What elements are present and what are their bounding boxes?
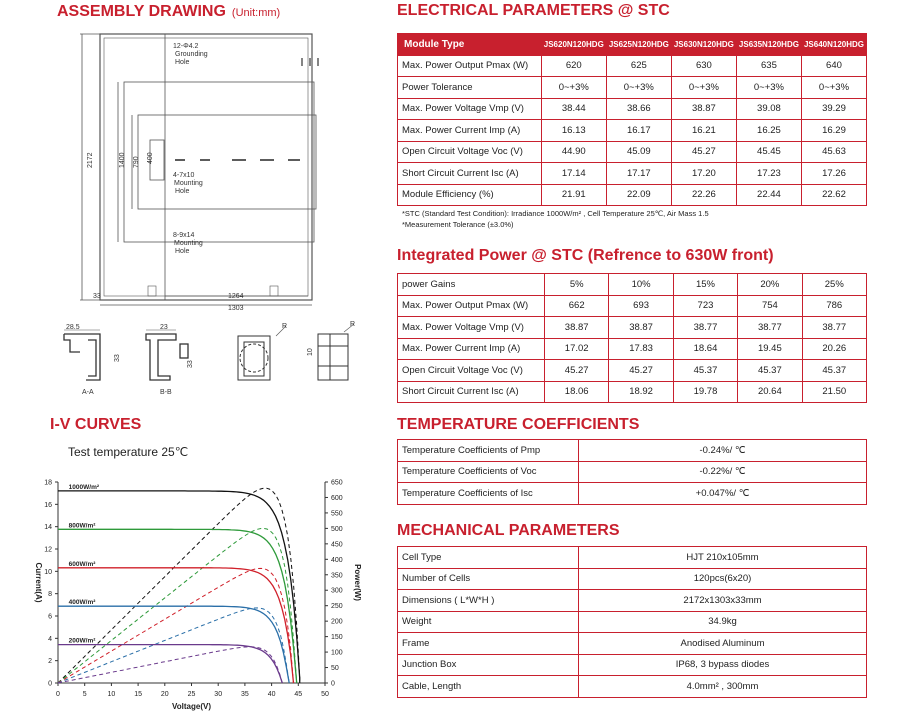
section-height-10: 10 [307,348,314,356]
row-value: 17.02 [545,338,609,360]
row-value: 45.37 [802,360,866,382]
row-value: 17.26 [801,163,866,185]
radius-label-2: R [350,321,356,328]
row-value: -0.24%/ ℃ [579,440,867,462]
row-value: 0~+3% [541,77,606,99]
integrated-row [398,317,867,339]
mechanical-row [398,547,867,569]
x-tick-label: 0 [56,691,60,698]
row-label: Frame [398,633,579,655]
assembly-drawing [0,0,380,395]
mounting-hole-word-2: Hole [175,248,190,255]
electrical-row [398,141,867,163]
y2-tick-label: 300 [331,587,343,595]
electrical-row [398,163,867,185]
iv-title: I-V CURVES [50,416,142,433]
irradiance-label-3: 400W/m² [68,599,96,607]
row-value: 640 [801,55,866,77]
mounting-hole-label-2: Mounting [174,240,203,247]
grounding-hole-word: Hole [175,59,190,66]
row-label: Temperature Coefficients of Pmp [398,440,579,462]
model-header: JS625N120HDG [606,34,671,56]
y2-tick-label: 200 [331,618,343,626]
mechanical-row [398,568,867,590]
row-value: 21.91 [541,184,606,206]
tolerance-note: *Measurement Tolerance (±3.0%) [402,220,514,229]
model-header: JS635N120HDG [736,34,801,56]
row-value: HJT 210x105mm [579,547,867,569]
row-label: Max. Power Current Imp (A) [398,338,545,360]
row-label: Short Circuit Current Isc (A) [398,163,542,185]
row-value: 45.37 [738,360,802,382]
row-value: 17.17 [606,163,671,185]
row-label: Open Circuit Voltage Voc (V) [398,141,542,163]
row-value: 16.29 [801,120,866,142]
dim-790: 790 [133,156,140,168]
power-gains-header: power Gains [398,274,545,296]
row-value: Anodised Aluminum [579,633,867,655]
y-tick-label: 10 [44,568,52,576]
row-value: 120pcs(6x20) [579,568,867,590]
row-value: 45.37 [673,360,737,382]
power-curve-3 [58,608,289,683]
x-tick-label: 15 [134,691,142,698]
row-value: -0.22%/ ℃ [579,461,867,483]
row-value: 693 [609,295,673,317]
row-value: 19.78 [673,381,737,403]
section-width-285: 28.5 [66,324,80,331]
section-width-23: 23 [160,324,168,331]
row-label: Power Tolerance [398,77,542,99]
row-value: 0~+3% [736,77,801,99]
y2-tick-label: 550 [331,510,343,518]
module-type-header: Module Type [398,34,542,56]
temperature-row [398,483,867,505]
mechanical-row [398,590,867,612]
row-label: Cable, Length [398,676,579,698]
row-label: Short Circuit Current Isc (A) [398,381,545,403]
y2-tick-label: 450 [331,541,343,549]
row-value: 18.64 [673,338,737,360]
row-value: 662 [545,295,609,317]
mounting-hole-spec-1: 4-7x10 [173,172,195,179]
electrical-header-row [398,34,867,56]
row-value: 786 [802,295,866,317]
iv-subtitle: Test temperature 25℃ [68,445,189,459]
row-value: 38.66 [606,98,671,120]
row-value: 16.13 [541,120,606,142]
mechanical-title: MECHANICAL PARAMETERS [397,522,620,539]
row-value: +0.047%/ ℃ [579,483,867,505]
gain-header: 5% [545,274,609,296]
grounding-hole-spec: 12-Φ4.2 [173,43,199,50]
row-label: Temperature Coefficients of Isc [398,483,579,505]
temperature-row [398,440,867,462]
x-tick-label: 10 [107,691,116,698]
row-label: Max. Power Voltage Vmp (V) [398,317,545,339]
model-header: JS640N120HDG [801,34,866,56]
row-value: 34.9kg [579,611,867,633]
section-height-33b: 33 [187,360,194,368]
x-tick-label: 40 [267,691,276,698]
row-value: 17.14 [541,163,606,185]
row-value: 22.26 [671,184,736,206]
row-value: 44.90 [541,141,606,163]
y-tick-label: 16 [44,501,52,509]
row-value: 4.0mm² , 300mm [579,676,867,698]
x-tick-label: 35 [241,691,249,698]
x-tick-label: 45 [294,691,303,698]
stc-note: *STC (Standard Test Condition): Irradiance 1000W/m² , Cell Temperature 25℃, Air Mass 1.5 [402,209,709,218]
row-label: Max. Power Output Pmax (W) [398,295,545,317]
integrated-row [398,295,867,317]
row-label: Max. Power Voltage Vmp (V) [398,98,542,120]
integrated-row [398,360,867,382]
irradiance-label-4: 200W/m² [68,637,96,645]
row-label: Max. Power Output Pmax (W) [398,55,542,77]
row-value: 0~+3% [606,77,671,99]
y2-tick-label: 150 [331,634,343,642]
y-tick-label: 6 [48,613,52,621]
power-curve-4 [58,647,282,683]
y2-tick-label: 650 [331,479,343,487]
row-value: 22.09 [606,184,671,206]
row-label: Max. Power Current Imp (A) [398,120,542,142]
row-value: 39.08 [736,98,801,120]
gain-header: 15% [673,274,737,296]
row-value: 630 [671,55,736,77]
section-height-33a: 33 [114,354,121,362]
row-label: Open Circuit Voltage Voc (V) [398,360,545,382]
row-value: 620 [541,55,606,77]
row-value: 16.25 [736,120,801,142]
row-value: 22.44 [736,184,801,206]
y-tick-label: 2 [48,658,52,666]
y2-tick-label: 100 [331,649,343,657]
model-header: JS620N120HDG [541,34,606,56]
mechanical-row [398,654,867,676]
row-label: Junction Box [398,654,579,676]
radius-label-1: R [282,323,288,330]
electrical-row [398,184,867,206]
row-value: 17.83 [609,338,673,360]
row-value: 635 [736,55,801,77]
row-value: 45.09 [606,141,671,163]
y2-tick-label: 400 [331,556,343,564]
electrical-title: ELECTRICAL PARAMETERS @ STC [397,2,670,19]
iv-curve-4 [58,645,282,683]
electrical-row [398,55,867,77]
temperature-table [397,439,867,505]
row-value: 723 [673,295,737,317]
row-value: 39.29 [801,98,866,120]
power-curve-0 [58,488,300,683]
gain-header: 25% [802,274,866,296]
row-value: 16.17 [606,120,671,142]
row-label: Module Efficiency (%) [398,184,542,206]
row-value: 45.27 [545,360,609,382]
dim-1400: 1400 [119,152,126,168]
row-value: 45.63 [801,141,866,163]
y-axis-label: Current(A) [34,562,43,603]
gain-header: 10% [609,274,673,296]
row-value: 21.50 [802,381,866,403]
row-value: 38.77 [738,317,802,339]
irradiance-label-1: 800W/m² [68,522,96,530]
y2-tick-label: 600 [331,494,343,502]
x-tick-label: 25 [187,691,196,698]
row-value: 38.87 [609,317,673,339]
row-label: Dimensions ( L*W*H ) [398,590,579,612]
row-value: 38.77 [802,317,866,339]
row-label: Cell Type [398,547,579,569]
y-tick-label: 0 [48,680,52,688]
electrical-table [397,33,867,206]
row-value: 20.64 [738,381,802,403]
y-tick-label: 4 [48,635,52,643]
dim-1264: 1264 [228,293,244,300]
integrated-row [398,338,867,360]
x-tick-label: 5 [82,691,87,698]
assembly-title: ASSEMBLY DRAWING (Unit:mm) [57,3,281,20]
row-value: 22.62 [801,184,866,206]
mounting-hole-word-1: Hole [175,188,190,195]
mechanical-row [398,676,867,698]
y2-tick-label: 250 [331,603,343,611]
row-value: IP68, 3 bypass diodes [579,654,867,676]
electrical-row [398,77,867,99]
irradiance-label-2: 600W/m² [68,560,96,568]
y-tick-label: 14 [44,524,52,532]
unit-label: (Unit:mm) [231,7,281,19]
row-value: 625 [606,55,671,77]
y2-tick-label: 0 [331,680,335,688]
x-tick-label: 30 [214,691,223,698]
iv-chart [0,476,390,716]
temperature-title: TEMPERATURE COEFFICIENTS [397,416,640,433]
row-value: 17.23 [736,163,801,185]
row-value: 45.27 [609,360,673,382]
x-axis-label: Voltage(V) [172,702,211,711]
row-value: 0~+3% [671,77,736,99]
x-tick-label: 20 [160,691,169,698]
dim-1303: 1303 [228,305,244,312]
row-value: 0~+3% [801,77,866,99]
irradiance-label-0: 1000W/m² [68,483,100,491]
gain-header: 20% [738,274,802,296]
y-tick-label: 18 [44,479,52,487]
section-b-label: B-B [160,389,172,395]
mounting-hole-spec-2: 8-9x14 [173,232,195,239]
row-value: 38.87 [671,98,736,120]
iv-curve-2 [58,568,294,683]
row-value: 20.26 [802,338,866,360]
gains-row [398,274,867,296]
mechanical-row [398,611,867,633]
y2-tick-label: 50 [331,665,339,673]
y2-tick-label: 350 [331,572,343,580]
row-value: 38.87 [545,317,609,339]
dim-400: 400 [147,152,154,164]
row-label: Weight [398,611,579,633]
y2-axis-label: Power(W) [353,564,362,601]
row-value: 18.06 [545,381,609,403]
row-label: Temperature Coefficients of Voc [398,461,579,483]
section-a-label: A-A [82,389,94,395]
mounting-hole-label-1: Mounting [174,180,203,187]
row-value: 2172x1303x33mm [579,590,867,612]
mechanical-table [397,546,867,698]
row-value: 19.45 [738,338,802,360]
integrated-table [397,273,867,403]
row-value: 16.21 [671,120,736,142]
grounding-hole-label: Grounding [175,51,208,58]
row-value: 18.92 [609,381,673,403]
electrical-row [398,98,867,120]
row-value: 38.44 [541,98,606,120]
dim-33: 33 [93,293,101,300]
model-header: JS630N120HDG [671,34,736,56]
y2-tick-label: 500 [331,525,343,533]
row-value: 17.20 [671,163,736,185]
integrated-title: Integrated Power @ STC (Refrence to 630W front) [397,247,774,264]
row-value: 38.77 [673,317,737,339]
y-tick-label: 8 [48,591,52,599]
electrical-row [398,120,867,142]
row-value: 754 [738,295,802,317]
integrated-row [398,381,867,403]
dim-2172: 2172 [87,152,94,168]
mechanical-row [398,633,867,655]
x-tick-label: 50 [321,691,329,698]
row-label: Number of Cells [398,568,579,590]
y-tick-label: 12 [44,546,52,554]
temperature-row [398,461,867,483]
row-value: 45.45 [736,141,801,163]
row-value: 45.27 [671,141,736,163]
power-curve-2 [58,568,294,683]
